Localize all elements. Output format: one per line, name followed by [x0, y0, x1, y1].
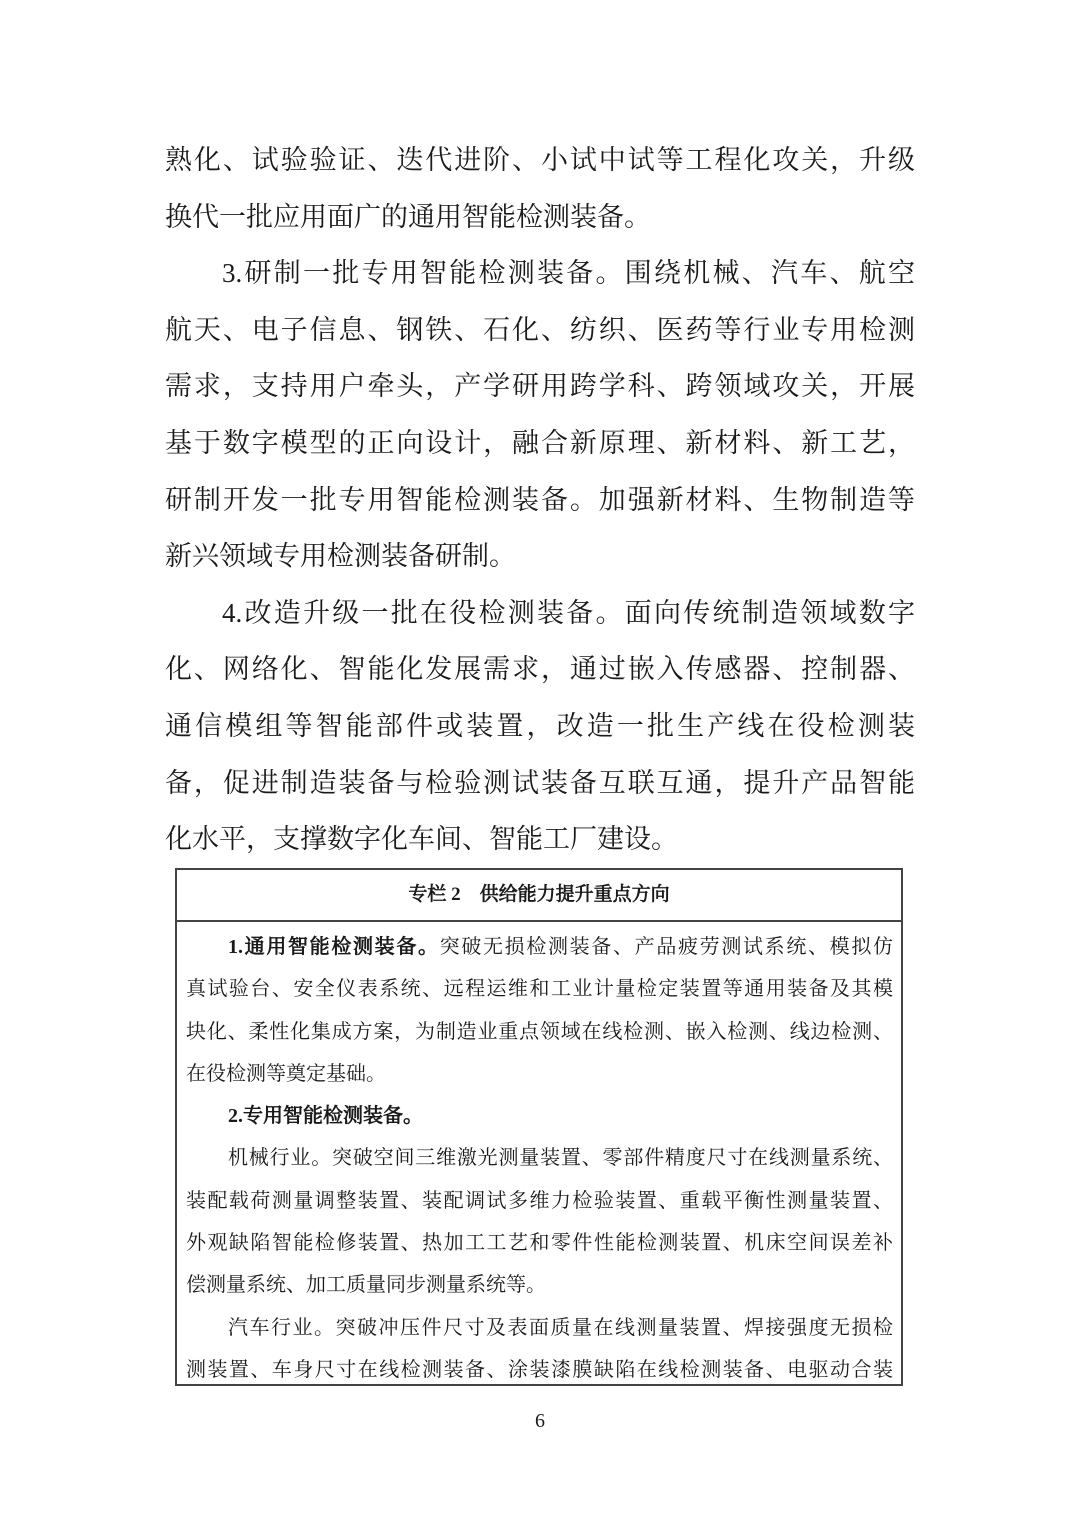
box-line: 装配载荷测量调整装置、装配调试多维力检验装置、重载平衡性测量装置、: [186, 1189, 893, 1212]
text-line: 新兴领域专用检测装备研制。: [165, 541, 516, 572]
item2-heading: 2.专用智能检测装备。: [228, 1105, 423, 1128]
text-line: 4.改造升级一批在役检测装备。面向传统制造领域数字: [222, 597, 915, 628]
text-line: 基于数字模型的正向设计，融合新原理、新材料、新工艺，: [165, 427, 915, 458]
text-line: 航天、电子信息、钢铁、石化、纺织、医药等行业专用检测: [165, 314, 915, 345]
box-line: 测装置、车身尺寸在线检测装备、涂装漆膜缺陷在线检测装备、电驱动合装: [186, 1358, 893, 1381]
text-line: 需求，支持用户牵头，产学研用跨学科、跨领域攻关，开展: [165, 371, 915, 402]
box-line: 偿测量系统、加工质量同步测量系统等。: [186, 1274, 546, 1297]
box-line: 外观缺陷智能检修装置、热加工工艺和零件性能检测装置、机床空间误差补: [186, 1232, 893, 1255]
body-text: [165, 132, 915, 868]
page-number: 6: [535, 1410, 545, 1432]
box-line: 真试验台、安全仪表系统、远程运维和工业计量检定装置等通用装备及其模: [186, 978, 893, 1001]
text-line: 研制开发一批专用智能检测装备。加强新材料、生物制造等: [165, 484, 915, 515]
box-line: 在役检测等奠定基础。: [186, 1062, 386, 1085]
text-line: 通信模组等智能部件或装置，改造一批生产线在役检测装: [165, 710, 915, 741]
box-body: [177, 926, 901, 1391]
column-box: [175, 868, 903, 1386]
text-line: 熟化、试验验证、迭代进阶、小试中试等工程化攻关，升级: [165, 145, 915, 175]
item1-text: 突破无损检测装备、产品疲劳测试系统、模拟仿: [439, 936, 894, 958]
box-title: 专栏 2 供给能力提升重点方向: [177, 870, 901, 922]
text-line: 化水平，支撑数字化车间、智能工厂建设。: [165, 824, 678, 855]
text-line: 化、网络化、智能化发展需求，通过嵌入传感器、控制器、: [165, 654, 915, 685]
box-line: 块化、柔性化集成方案，为制造业重点领域在线检测、嵌入检测、线边检测、: [186, 1020, 893, 1043]
box-line: 汽车行业。突破冲压件尺寸及表面质量在线测量装置、焊接强度无损检: [228, 1316, 893, 1339]
text-line: 3.研制一批专用智能检测装备。围绕机械、汽车、航空: [222, 258, 915, 289]
item1-heading: 1.通用智能检测装备。: [228, 936, 440, 958]
text-line: 换代一批应用面广的通用智能检测装备。: [165, 201, 651, 232]
box-line: [186, 926, 893, 968]
box-line: 机械行业。突破空间三维激光测量装置、零部件精度尺寸在线测量系统、: [228, 1147, 893, 1170]
text-line: 备，促进制造装备与检验测试装备互联互通，提升产品智能: [165, 767, 915, 798]
